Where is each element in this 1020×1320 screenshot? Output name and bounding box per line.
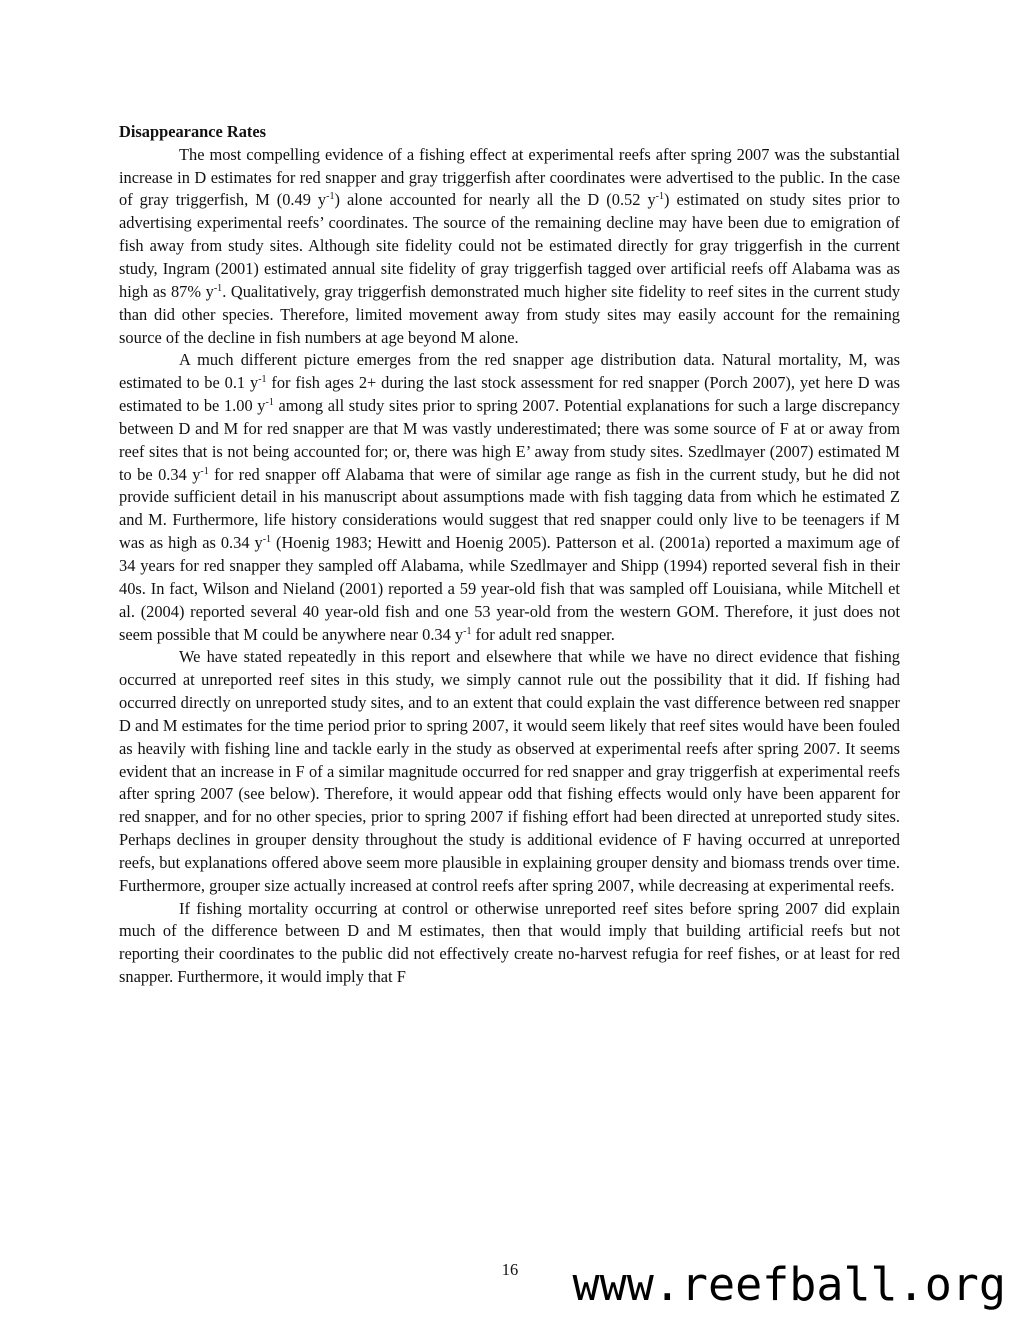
superscript: -1 <box>655 191 664 203</box>
superscript: -1 <box>262 534 272 546</box>
page-body <box>119 121 900 989</box>
paragraph-2: A much different picture emerges from the red snapper age distribution data. Natural mortality, M, was estimated to be 0.1 $y^{-1}$ for fish ages 2+ during the last stock assessment for red snapper (Porch 2007), yet here D was estimated to be 1.00 $y^{-1}$ among all study sites prior to spring 2007. Potential explanations for such a large discrepancy between D and M for red snapper are that M was vastly underestimated; there was some source of F at or away from reef sites that is not being accounted for; or, there was high E’ away from study sites. Szedlmayer (2007) estimated M to be 0.34 $y^{-1}$ for red snapper off Alabama that were of similar age range as fish in the current study, but he did not provide sufficient detail in his manuscript about assumptions made with fish tagging data from which he estimated Z and M. Furthermore, life history considerations would suggest that red snapper could only live to be teenagers if M was as high as 0.34 $y^{-1}$ (Hoenig 1983; Hewitt and Hoenig 2005). Patterson et al. (2001a) reported a maximum age of 34 years for red snapper they sampled off Alabama, while Szedlmayer and Shipp (1994) reported several fish in their 40s. In fact, Wilson and Nieland (2001) reported a 59 year-old fish that was sampled off Louisiana, while Mitchell et al. (2004) reported several 40 year-old fish and one 53 year-old from the western GOM. Therefore, it just does not seem possible that M could be anywhere near 0.34 $y^{-1}$ for adult red snapper. <box>119 350 900 644</box>
paragraph-4: If fishing mortality occurring at control or otherwise unreported reef sites before spring 2007 did explain much of the difference between D and M estimates, then that would imply that building artificial reefs but not reporting their coordinates to the public did not effectively create no-harvest refugia for reef fishes, or at least for red snapper. Furthermore, it would imply that F <box>119 898 900 987</box>
paragraph-1: The most compelling evidence of a fishing effect at experimental reefs after spring 2007 was the substantial increase in D estimates for red snapper and gray triggerfish after coordinates were advertised to the public. In the case of gray triggerfish, M (0.49 $y^{-1}$) alone accounted for nearly all the D (0.52 $y^{-1}$) estimated on study sites prior to advertising experimental reefs’ coordinates. The source of the remaining decline may have been due to emigration of fish away from study sites. Although site fidelity could not be estimated directly for gray triggerfish in the current study, Ingram (2001) estimated annual site fidelity of gray triggerfish tagged over artificial reefs off Alabama was as high as 87% $y^{-1}$. Qualitatively, gray triggerfish demonstrated much higher site fidelity to reef sites in the current study than did other species. Therefore, limited movement away from study sites may easily account for the remaining source of the decline in fish numbers at age beyond M alone. <box>119 144 901 347</box>
superscript: -1 <box>463 625 472 637</box>
superscript: -1 <box>326 191 335 203</box>
superscript: -1 <box>213 282 223 294</box>
superscript: -1 <box>265 397 274 409</box>
watermark-url: www.reefball.org <box>572 1258 1006 1311</box>
page-number: 16 <box>501 1260 519 1279</box>
superscript: -1 <box>200 465 209 477</box>
section-heading: Disappearance Rates <box>119 122 267 141</box>
paragraph-3: We have stated repeatedly in this report and elsewhere that while we have no direct evidence that fishing occurred at unreported reef sites in this study, we simply cannot rule out the possibility that it did. If fishing had occurred directly on unreported study sites, and to an extent that could explain the vast difference between red snapper D and M estimates for the time period prior to spring 2007, it would seem likely that reef sites would have been fouled as heavily with fishing line and tackle early in the study as observed at experimental reefs after spring 2007. It seems evident that an increase in F of a similar magnitude occurred for red snapper and gray triggerfish at experimental reefs after spring 2007 (see below). Therefore, it would appear odd that fishing effects would only have been apparent for red snapper, and for no other species, prior to spring 2007 if fishing effort had been directed at unreported study sites. Perhaps declines in grouper density throughout the study is additional evidence of F having occurred at unreported reefs, but explanations offered above seem more plausible in explaining grouper density and biomass trends over time. Furthermore, grouper size actually increased at control reefs after spring 2007, while decreasing at experimental reefs. <box>119 647 900 895</box>
superscript: -1 <box>258 374 267 386</box>
